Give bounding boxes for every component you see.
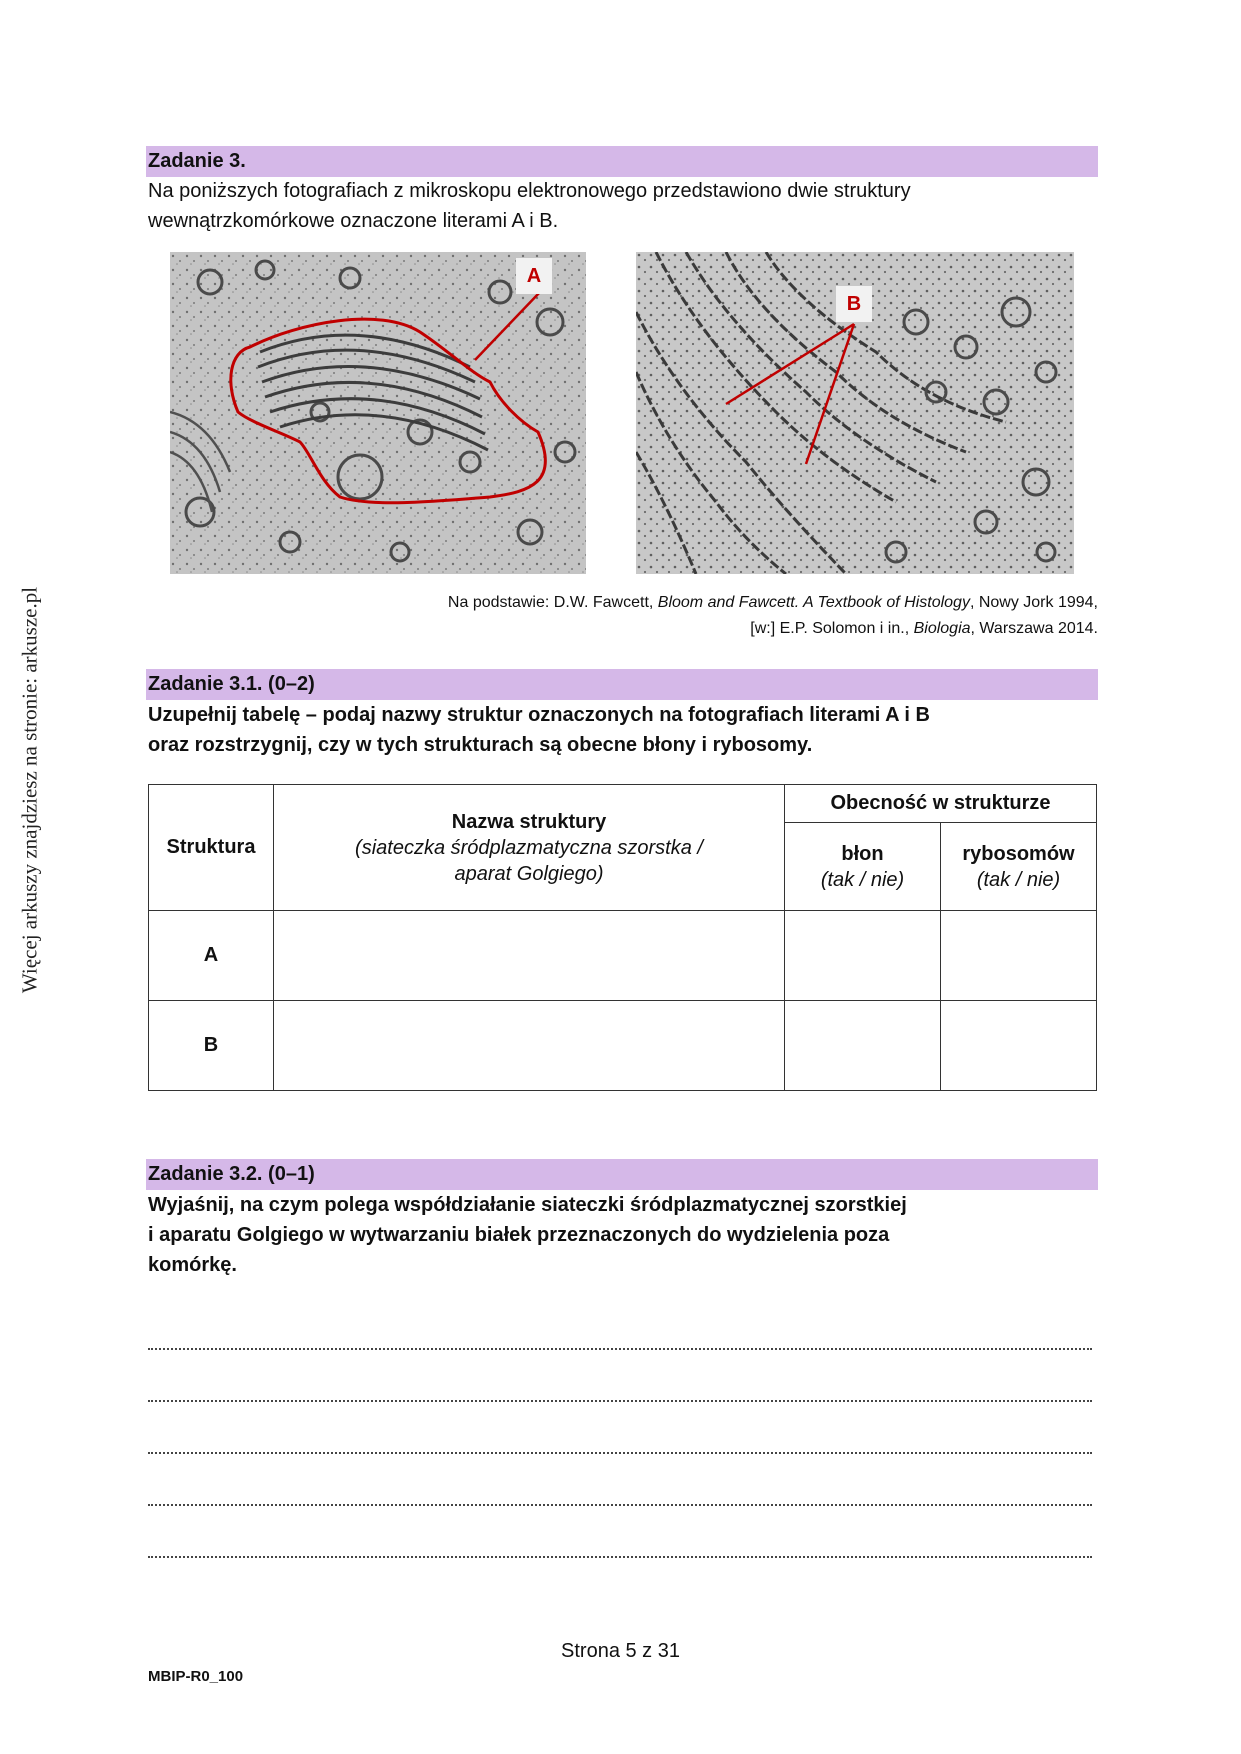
source-line2-prefix: [w:] E.P. Solomon i in., (750, 620, 914, 637)
answer-name-a[interactable] (274, 911, 785, 1001)
task3-2-instruction-line1: Wyjaśnij, na czym polega współdziałanie siateczki śródplazmatycznej szorstkiej (148, 1194, 907, 1216)
row-label-a: A (149, 911, 274, 1001)
answer-line[interactable] (148, 1298, 1092, 1350)
micrograph-b (636, 252, 1074, 574)
header-name-hint-line2: aparat Golgiego) (454, 862, 604, 885)
answer-membranes-b[interactable] (785, 1001, 941, 1091)
answer-membranes-a[interactable] (785, 911, 941, 1001)
task3-1-instruction-line2: oraz rozstrzygnij, czy w tych strukturach są obecne błony i rybosomy. (148, 734, 813, 756)
source-line1-title: Bloom and Fawcett. A Textbook of Histology (657, 594, 970, 611)
answer-line[interactable] (148, 1402, 1092, 1454)
answer-table (148, 784, 1097, 1091)
source-line2-title: Biologia (913, 620, 971, 637)
header-structure-label: Struktura (166, 836, 256, 858)
micrograph-a (170, 252, 586, 574)
task3-intro-line2: wewnątrzkomórkowe oznaczone literami A i B. (148, 210, 559, 232)
source-line1-suffix: , Nowy Jork 1994, (969, 594, 1098, 611)
task3-intro-line1: Na poniższych fotografiach z mikroskopu elektronowego przedstawiono dwie struktury (148, 180, 911, 202)
header-membranes-hint: (tak / nie) (820, 868, 905, 891)
page-number: Strona 5 z 31 (561, 1640, 680, 1662)
header-ribosomes-label: rybosomów (962, 842, 1075, 865)
header-ribosomes (941, 823, 1097, 911)
task3-1-instruction-line1: Uzupełnij tabelę – podaj nazwy struktur oznaczonych na fotografiach literami A i B (148, 704, 930, 726)
answer-line[interactable] (148, 1454, 1092, 1506)
header-name-label: Nazwa struktury (451, 810, 607, 833)
answer-name-b[interactable] (274, 1001, 785, 1091)
header-membranes-label: błon (841, 842, 884, 865)
answer-ribosomes-b[interactable] (941, 1001, 1097, 1091)
answer-line[interactable] (148, 1350, 1092, 1402)
table-row (149, 1001, 1097, 1091)
task3-1-title-bar: Zadanie 3.1. (0–2) (146, 669, 1098, 700)
answer-line[interactable] (148, 1506, 1092, 1558)
task3-2-instruction (148, 1190, 907, 1280)
answer-lines (148, 1298, 1092, 1558)
header-membranes (785, 823, 941, 911)
label-a: A (516, 258, 552, 294)
exam-code: MBIP-R0_100 (148, 1668, 244, 1685)
task3-intro (148, 176, 911, 236)
task3-1-instruction (148, 700, 930, 760)
source-line2 (448, 616, 1098, 642)
header-presence-label: Obecność w strukturze (830, 792, 1051, 814)
source-line1-prefix: Na podstawie: D.W. Fawcett, (447, 594, 658, 611)
header-name-hint-line1: (siateczka śródplazmatyczna szorstka / (355, 836, 703, 859)
side-watermark-note: Więcej arkuszy znajdziesz na stronie: arkusze.pl (17, 586, 42, 994)
task3-2-title-bar: Zadanie 3.2. (0–1) (146, 1159, 1098, 1190)
row-label-b: B (149, 1001, 274, 1091)
header-structure (149, 785, 274, 911)
label-b: B (836, 286, 872, 322)
source-line2-suffix: , Warszawa 2014. (970, 620, 1098, 637)
task3-2-instruction-line3: komórkę. (148, 1254, 237, 1276)
header-presence (785, 785, 1097, 823)
answer-ribosomes-a[interactable] (941, 911, 1097, 1001)
header-ribosomes-hint: (tak / nie) (976, 868, 1061, 891)
table-row (149, 911, 1097, 1001)
header-name (274, 785, 785, 911)
source-citation (448, 590, 1098, 642)
source-line1 (448, 590, 1098, 616)
task3-2-instruction-line2: i aparatu Golgiego w wytwarzaniu białek przeznaczonych do wydzielenia poza (148, 1224, 890, 1246)
task3-title-bar: Zadanie 3. (146, 146, 1098, 177)
